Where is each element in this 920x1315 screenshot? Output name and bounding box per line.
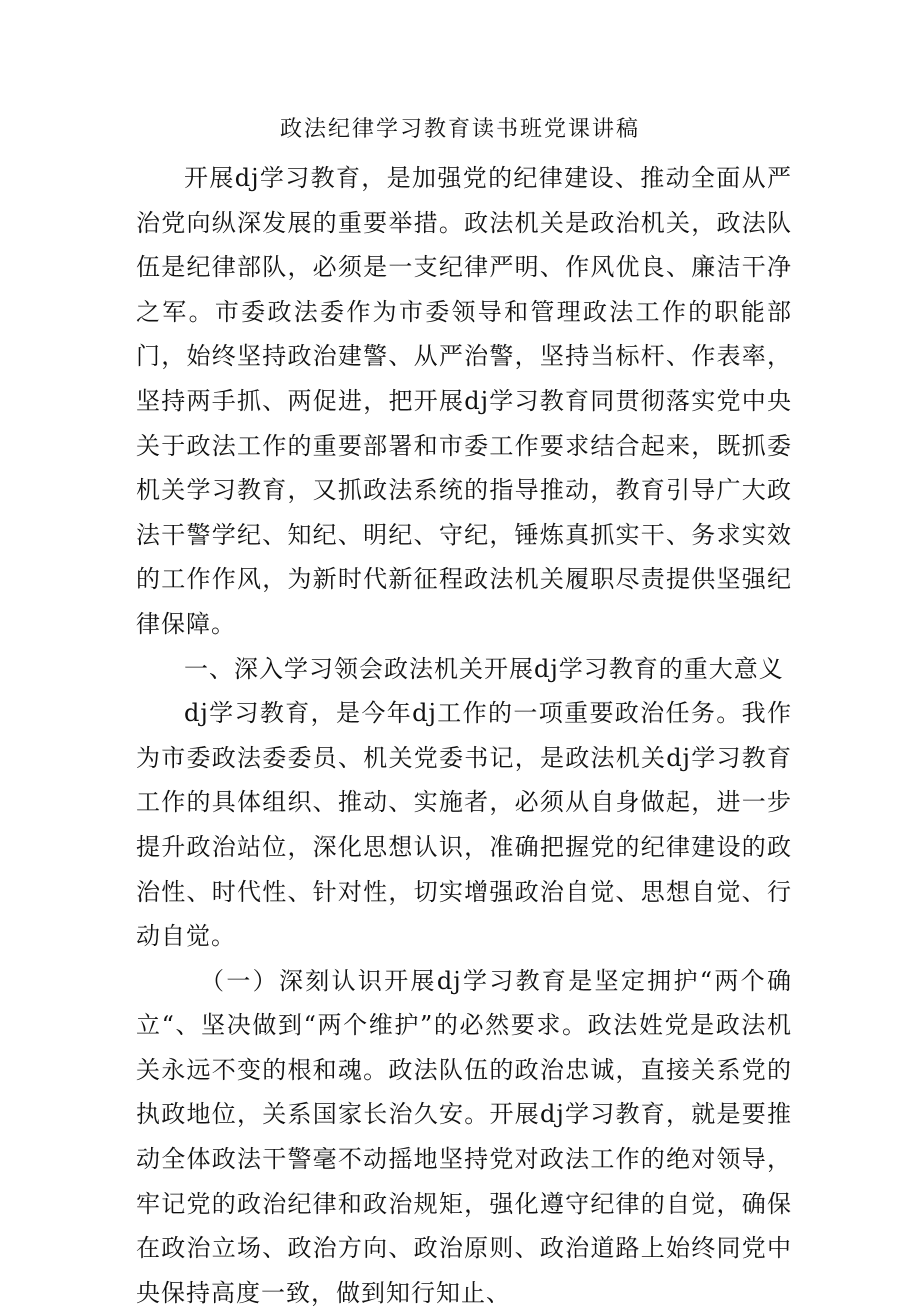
section-heading-1: 一、深入学习领会政法机关开展dj学习教育的重大意义	[184, 654, 784, 683]
paragraph-intro: 开展dj学习教育，是加强党的纪律建设、推动全面从严治党向纵深发展的重要举措。政法机关是政治机关，政法队伍是纪律部队，必须是一支纪律严明、作风优良、廉洁干净之军。市委政法委作为市委领导和管理政法工作的职能部门，始终坚持政治建警、从严治警，坚持当标杆、作表率，坚持两手抓、两促进，把开展dj学习教育同贯彻落实党中央关于政法工作的重要部署和市委工作要求结合起来，既抓委机关学习教育，又抓政法系统的指导推动，教育引导广大政法干警学纪、知纪、明纪、守纪，锤炼真抓实干、务求实效的工作作风，为新时代新征程政法机关履职尽责提供坚强纪律保障。	[136, 164, 792, 638]
document-title: 政法纪律学习教育读书班党课讲稿	[279, 117, 640, 142]
document-body	[136, 156, 792, 1315]
paragraph-section-1: dj学习教育，是今年dj工作的一项重要政治任务。我作为市委政法委委员、机关党委书记，是政法机关dj学习教育工作的具体组织、推动、实施者，必须从自身做起，进一步提升政治站位，深化思想认识，准确把握党的纪律建设的政治性、时代性、针对性，切实增强政治自觉、思想自觉、行动自觉。	[136, 699, 792, 951]
paragraph-subsection-1: （一）深刻认识开展dj学习教育是坚定拥护“两个确立“、坚决做到“两个维护”的必然要求。政法姓党是政法机关永远不变的根和魂。政法队伍的政治忠诚，直接关系党的执政地位，关系国家长治久安。开展dj学习教育，就是要推动全体政法干警毫不动摇地坚持党对政法工作的绝对领导，牢记党的政治纪律和政治规矩，强化遵守纪律的自觉，确保在政治立场、政治方向、政治原则、政治道路上始终同党中央保持高度一致，做到知行知止、	[136, 966, 792, 1307]
